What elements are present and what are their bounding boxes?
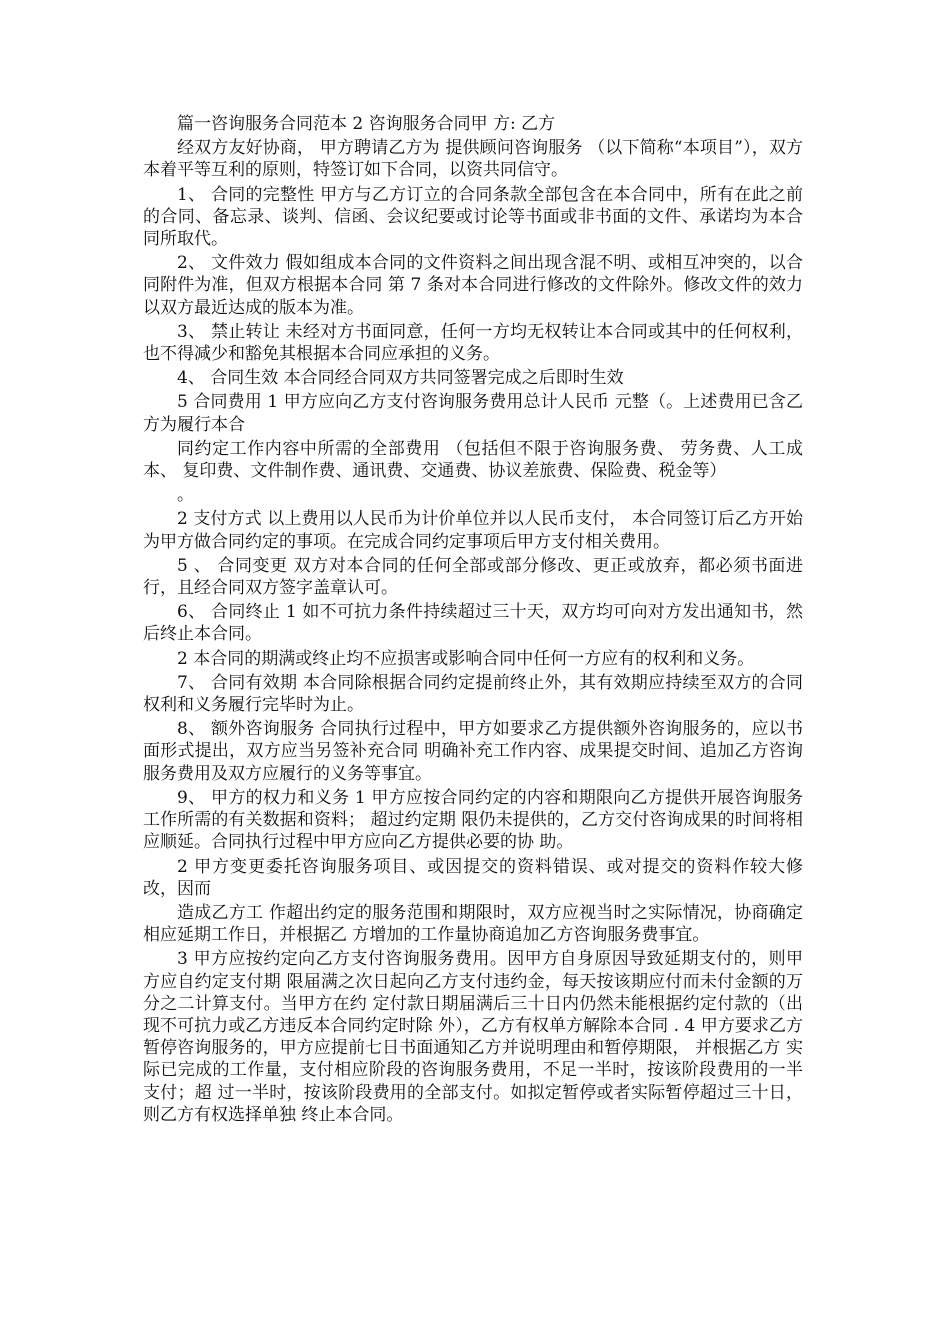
clause-4-paragraph: 4、 合同生效 本合同经合同双方共同签署完成之后即时生效 bbox=[177, 368, 624, 389]
clause-1-paragraph: 1、 合同的完整性 甲方与乙方订立的合同条款全部包含在本合同中，所有在此之前的合同、备忘录、谈判、信函、会议纪要或讨论等书面或非书面的文件、承诺均为本合同所取代。 bbox=[143, 184, 803, 250]
clause-9-item-2-paragraph: 2 甲方变更委托咨询服务项目、或因提交的资料错误、或对提交的资料作较大修改，因而 bbox=[143, 856, 803, 899]
document-heading: 篇一咨询服务合同范本 2 咨询服务合同甲 方: 乙方 bbox=[177, 114, 556, 134]
clause-7-paragraph: 7、 合同有效期 本合同除根据合同约定提前终止外，其有效期应持续至双方的合同权利和义务履行完毕时为止。 bbox=[143, 672, 803, 716]
clause-change-paragraph: 5 、 合同变更 双方对本合同的任何全部或部分修改、更正或放弃，都必须书面进行，且经合同双方签字盖章认可。 bbox=[143, 555, 803, 599]
intro-paragraph: 经双方友好协商， 甲方聘请乙方为 提供顾问咨询服务 （以下简称“本项目”），双方本着平等互利的原则，特签订如下合同，以资共同信守。 bbox=[143, 138, 803, 181]
payment-method-paragraph: 2 支付方式 以上费用以人民币为计价单位并以人民币支付， 本合同签订后乙方开始为甲方做合同约定的事项。在完成合同约定事项后甲方支付相关费用。 bbox=[143, 509, 803, 552]
clause-9-item-2-continued-paragraph: 造成乙方工 作超出约定的服务范围和期限时，双方应视当时之实际情况，协商确定相应延期工作日，并根据乙 方增加的工作量协商追加乙方咨询服务费事宜。 bbox=[143, 902, 803, 946]
clause-6-item-2-paragraph: 2 本合同的期满或终止均不应损害或影响合同中任何一方应有的权利和义务。 bbox=[177, 648, 755, 669]
clause-2-paragraph: 2、 文件效力 假如组成本合同的文件资料之间出现含混不明、或相互冲突的，以合同附件为准，但双方根据本合同 第 7 条对本合同进行修改的文件除外。修改文件的效力以双方最近达成的版本为准。 bbox=[143, 253, 803, 318]
clause-9-item-3-paragraph: 3 甲方应按约定向乙方支付咨询服务费用。因甲方自身原因导致延期支付的，则甲方应自约定支付期 限届满之次日起向乙方支付违约金，每天按该期应付而未付金额的万分之二计算支付。当甲方在约 定付款日期届满后三十日内仍然未能根据约定付款的（出现不可抗力或乙方违反本合同约定时除 外），乙方有权单方解除本合同 . 4 甲方要求乙方暂停咨询服务的，甲方应提前七日书面通知乙方并说明理由和暂停期限， 并根据乙方 实际已完成的工作量，支付相应阶段的咨询服务费用，不足一半时，按该阶段费用的一半支付；超 过一半时，按该阶段费用的全部支付。如拟定暂停或者实际暂停超过三十日，则乙方有权选择单独 终止本合同。 bbox=[143, 949, 803, 1125]
clause-6-paragraph: 6、 合同终止 1 如不可抗力条件持续超过三十天，双方均可向对方发出通知书，然后终止本合同。 bbox=[143, 602, 803, 645]
clause-3-paragraph: 3、 禁止转让 未经对方书面同意，任何一方均无权转让本合同或其中的任何权利，也不得减少和豁免其根据本合同应承担的义务。 bbox=[143, 321, 803, 365]
clause-8-paragraph: 8、 额外咨询服务 合同执行过程中，甲方如要求乙方提供额外咨询服务的，应以书面形式提出，双方应当另签补充合同 明确补充工作内容、成果提交时间、追加乙方咨询服务费用及双方应履行的义务等事宜。 bbox=[143, 719, 803, 784]
clause-9-paragraph: 9、 甲方的权力和义务 1 甲方应按合同约定的内容和期限向乙方提供开展咨询服务工作所需的有关数据和资料； 超过约定期 限仍未提供的，乙方交付咨询成果的时间将相应顺延。合同执行过程中甲方应向乙方提供必要的协 助。 bbox=[143, 787, 803, 853]
document-body bbox=[143, 113, 803, 1128]
clause-5-fee-continued-paragraph: 同约定工作内容中所需的全部费用 （包括但不限于咨询服务费、 劳务费、人工成本、 复印费、文件制作费、通讯费、交通费、协议差旅费、保险费、税金等） bbox=[143, 438, 803, 482]
period-paragraph: 。 bbox=[177, 485, 194, 506]
clause-5-fee-paragraph: 5 合同费用 1 甲方应向乙方支付咨询服务费用总计人民币 元整（。上述费用已含乙方为履行本合 bbox=[143, 392, 803, 435]
